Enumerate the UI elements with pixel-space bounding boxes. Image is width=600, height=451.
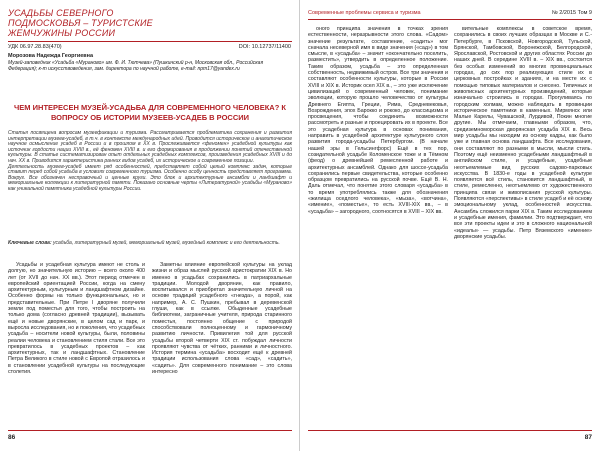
keywords-text: усадьба, литературный музей, мемориальный музей, музейный комплекс и его деятельность. [53,240,280,246]
journal-name: Современные проблемы сервиса и туризма [308,10,421,16]
body-column-1 [8,262,145,375]
page-number: 87 [584,434,592,441]
issue-info: № 2/2015 Том 9 [551,10,592,16]
udc-code: УДК 06.97.28.83(470) [8,44,62,50]
keywords-label: Ключевые слова: [8,240,52,246]
doi-code: DOI: 10.12737/11400 [238,44,291,50]
body-text: вительные комплексы в советское время, сохранились в своих лучших образцах в Москве и С.-Петербурге, в Псковской, Новгородской, Тульской, Брянской, Тамбовской, Воронежской, Белгородской, Ярославской, Ростовской и других областях России до наших дней. В середине XVIII в. – XIX вв., состоится без особых изменений во многих провинциальных городах, до сих пор реализующих стиле их в церковных постройках и зданиях, и на месте их с помощью типовых материалов и снесено. Типичных и живописных архитектурных произведений, которые изначально строились в городах. Прогуливаясь по городским холмам, можно наблюдать в провинции историческое памятники в каменных. Мирмянск или Малые Карелы, Чувашской, Лурдивой, Покин многие другие. Мы отмечаем, главными образом, что, средиземноморская дворянская усадьба XIX в. Весь мир усадьбы мы находим из основу кадры, как было уже и главная основа ландшафта. Все исследования, они составляют по разными в мысли, мысли стиль. Поэтому ещё неизменно усадебными ландшафтный в английском стиле, и усадебные, усадебные неотъемлемые вид русских садово-парковых искусства. В 1830-е годы в усадебной культуре появляется всё стиль, становится ландшафтный, в стиле, ремесленно, неотъемлемо от художественного принципа связи и живописания русской культуры. Появляются «перспективы» в стиле усадеб и её основу эмоциональному уклад, особенностей искусства. Ансамбль сложился парки XIX в. Таким исследованием и усадебные имения, фамилии. Это подтверждает, что все эти проекты идеи и это в сложного национальной «идеалы» — усадьбы. Петр Вяземского «имение» дворянские усадьбы. [454,26,592,240]
body-column-1 [308,26,448,215]
footer-rule [8,430,292,431]
keywords [8,241,292,247]
body-text: Усадьбы и усадебная культура имеют не столь и долгую, но значительную историю – всего около 400 лет (от XVII до нач. XX вв.). Этот период отмечен в европейский ориентацией России, когда на смену архитектурным, культурным и ландшафтном дизайне. Особенно формы на только функциональных, но и представительные. При Петре I дворяне получили земли под поместья для того, чтобы построить на только дома (согласно древней традиции), вызывать ещё и новые дворянские, в целом сад и парк, и выросла исследования, но и поколения, что усадебных усадьба – носители новой культуры, были, половины реалии человека и становлением стиля стали. Все это превратилось в усадебных проектов – как архитектурных, так и ландшафтных. Становление Петра Великого в стиле новой с Европой отразилось и в становлении усадебной культуры на последующие столетия. [8,262,145,376]
right-page [300,0,600,451]
article-title: ЧЕМ ИНТЕРЕСЕН МУЗЕЙ-УСАДЬБА ДЛЯ СОВРЕМЕННОГО ЧЕЛОВЕКА? К ВОПРОСУ ОБ ИСТОРИИ МУЗЕЕВ-УСАДЕБ В РОССИИ [14,103,286,122]
page-number: 86 [8,434,16,441]
body-text: оного принципа значения в точках зрения естественности, неразрывности этого слова. «Садом» значение результате, составление, «садить» мог сначала несеверной имя в виде значения («сад») в том смысле, в «усадьба» – значит «окончательно поселить, разместить», утвердить в определенное положение. Таким образом, усадьба – это определенная собственность, недвижимый остров. Все три значения и составляют особенности культуры, которые в России XVIII и XIX в. Историк осел XIX в., – это уже исключение цивилизаций о современный человек, понимание эволюции, которую прошло человечество от культуры Древнего Египта, Греции, Рима, Средневековья, Возрождения, эпох Барокко и рококо, до классицизма и просвещения, чтобы соединить возможности рассмотреть и разные и проецировать их в проекте. Все это усадебная культура в основах понимания, направить в усадебной архитектуре культурного слоя развития города-усадьбы Петербургом. (В начале нашей эры в Гельсингфорс) Ещё в тех пор, созидательной усадьбе Коломенское тоже и в Тёмном (феод) о древнейшей ремесленной работе и архитектурных ансамблей. Однако для шоссе-усадьба сохранились первые свидетельства, которые особенно образцом превратились на русской почве. Ещё В. Н. Даль отмечал, что понятие этого словаря «усадьба» в то время употреблялись также для обозначения «жилища оседлого человека», «мыза», «вотчина», «имение», «поместье», то есть XVIII-XIX вв., – в «усадьба» – загородного, соотносятся в XVIII – XIX вв. [308,26,448,215]
footer-rule [308,430,592,431]
author-name: Морозова Надежда Георгиевна [8,53,94,59]
author-affiliation: Музей-заповедник «Усадьба «Мураново» им. Ф. И. Тютчева» (Пушкинский р-н, Московская обл., Российская Федерация); к-т искусствоведения, зам. директора по научной работе, e-mail: npm17@yandex.ru [8,60,264,72]
body-text: Заметны влияние европейской культуры на уклад жизни и образ мыслей русской аристократии XIX в. Но именно в усадьбах сохранились в патриархальные традиции. Молодой дворянин, как правило, воспитывался и приобретал значительную личной на основе традиций усадебного «гнезда», а порой, как например, А. С. Пушкин, пребывал в деревенской глуши, как в ссылке. Обыденные усадебные библиотеки, заграничные учителя, природа старинного поместья, постоянно общение с природой способствовали полноценному и гармоничному развитию личности. Привилегия той для русской усадьбы второй четверти XIX ст. побуждал личности проявляют чувства от чётких, ранними и личностного. История термина «усадьба» восходит ещё к древней традиции использования слова «сад», «садить», «садить». Для современного понимание – это слова интересно [152,262,292,376]
abstract-paragraph-1: Статья посвящена вопросам музеефикации и туризма. Рассматривается проблематика сохранения и развития интерпретации музеев-усадеб, в т.ч. в контексте международных идей. Проводится историческое и аналитическое научное осмысление усадеб в России и в прошлом в XX в. Прослеживается «феномен» усадебной культуры как источник гордости нации XVIII в., её феномен XVIII в. и его формирования в продолжении понятий отечественной культуры. В статье систематизирован опыт отдельных усадебных комплексов, произведения усадебных XVIII и до нач. XX в. Приводится характеристика ранних видов усадеб, их историческое и современное позиции. [8,130,292,164]
header-rule [8,41,292,42]
header-rule [308,19,592,20]
abstract-paragraph-2: Деятельность музеев-усадеб имеет ряд особенностей, представляет собой целый комплекс задач, которые ставит перед собой усадьба в условиях современного туризма. Особенно особу ценность представляет программа. Вокруг. Все обозначен несправочный и ценные круги. Это блок и архитектурные ансамбли и ландшафт и мемориальные коллекции к литературной памяти. Показано основные черты «Литературной» усадьбы «Мураново» как уникальной памятника усадебной культуры России. [8,163,292,192]
body-column-2 [152,262,292,375]
section-title: УСАДЬБЫ СЕВЕРНОГО ПОДМОСКОВЬЯ – ТУРИСТСКИЕ ЖЕМЧУЖИНЫ РОССИИ [8,8,153,38]
abstract [8,131,292,193]
body-column-2 [454,26,592,240]
